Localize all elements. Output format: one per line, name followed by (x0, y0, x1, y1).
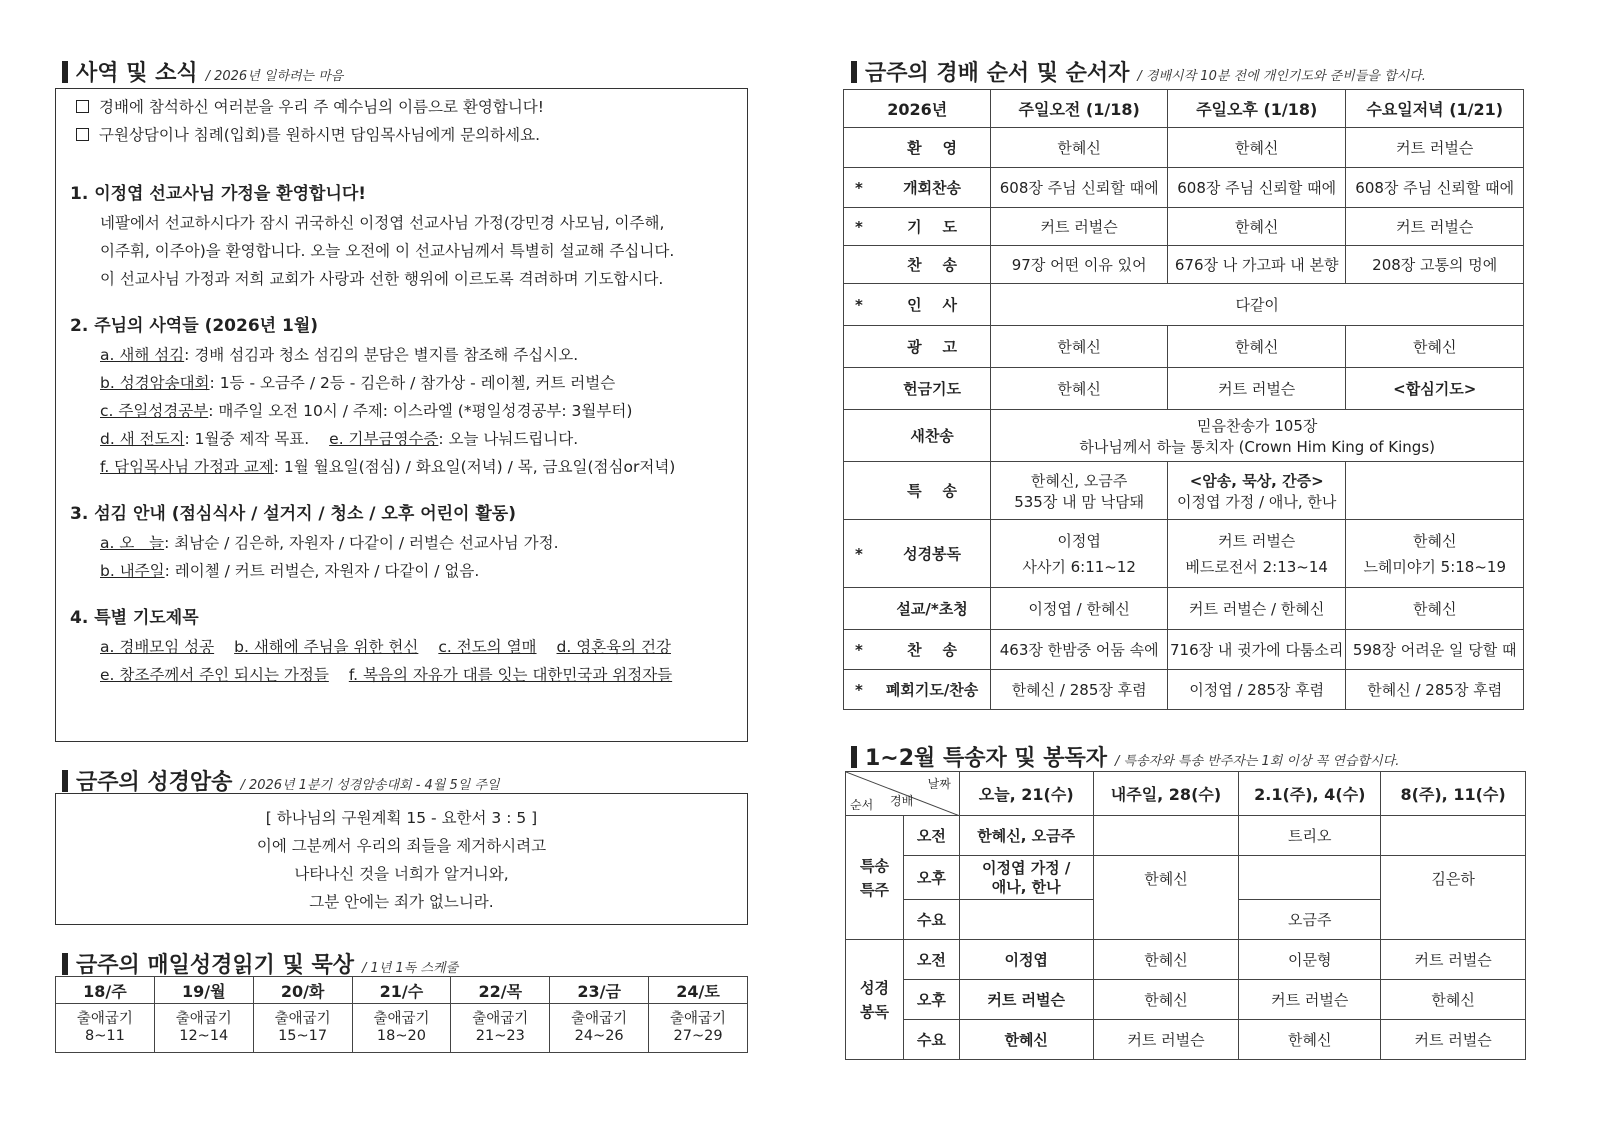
order-cell: 한혜신 (1167, 208, 1346, 246)
counsel-text: 구원상담이나 침례(입회)를 원하시면 담임목사님에게 문의하세요. (99, 126, 541, 144)
item2-e-text: : 오늘 나눠드립니다. (438, 430, 579, 448)
title-bar (62, 770, 68, 792)
sched-cell: 이정엽 가정 / 애나, 한나 (959, 856, 1093, 900)
order-item: 헌금기도 (874, 368, 991, 410)
day-header: 22/목 (451, 977, 550, 1004)
memory-verse-box (55, 793, 748, 925)
news-title: 사역 및 소식 (76, 61, 198, 86)
sched-cell: 오금주 (1239, 900, 1381, 940)
item2-b-text: : 1등 - 오금주 / 2등 - 김은하 / 참가상 - 레이첼, 커트 러벌슨 (209, 374, 616, 392)
corner-worship-label: 경배 (890, 794, 914, 808)
sched-cell: 한혜신 (959, 1020, 1093, 1060)
star-mark: * (844, 520, 874, 588)
sched-cell: 한혜신 (1093, 980, 1239, 1020)
group-bible-reading: 성경 봉독 (846, 940, 904, 1060)
verse-line: 그분 안에는 죄가 없느니라. (309, 893, 494, 911)
order-cell: 이정엽 사사기 6:11~12 (991, 520, 1168, 588)
corner-date-label: 날짜 (927, 777, 951, 791)
order-cell: 다같이 (991, 284, 1524, 326)
prayer-topic: a. 경배모임 성공 (100, 638, 215, 656)
time-label: 오후 (903, 980, 959, 1020)
item2-c-label: c. 주일성경공부 (100, 402, 209, 420)
prayer-topic: e. 창조주께서 주인 되시는 가정들 (100, 666, 329, 684)
sched-cell (959, 900, 1093, 940)
daily-section-title (62, 948, 458, 979)
order-cell: 믿음찬송가 105장 하나님께서 하늘 통치자 (Crown Him King of Kings) (991, 410, 1524, 462)
sched-cell: 커트 러벌슨 (1093, 1020, 1239, 1060)
memory-title: 금주의 성경암송 (76, 770, 233, 795)
sched-header: 내주일, 28(수) (1093, 772, 1239, 816)
day-header: 21/수 (352, 977, 451, 1004)
order-cell: 97장 어떤 이유 있어 (991, 246, 1168, 284)
order-header: 주일오후 (1/18) (1167, 90, 1346, 128)
item3-a-text: : 최남순 / 김은하, 자원자 / 다같이 / 러벌슨 선교사님 가정. (164, 534, 559, 552)
order-cell: 한혜신 (1346, 326, 1524, 368)
daily-title: 금주의 매일성경읽기 및 묵상 (76, 953, 355, 978)
table-corner (846, 772, 960, 816)
order-cell: 한혜신 / 285장 후렴 (1346, 670, 1524, 710)
day-header: 20/화 (253, 977, 352, 1004)
checkbox-icon (76, 100, 89, 113)
item3-b-label: b. 내주일 (100, 562, 165, 580)
item1-line: 네팔에서 선교하시다가 잠시 귀국하신 이정엽 선교사님 가정(강민경 사모님, 이주해, (100, 214, 665, 232)
memory-section-title (62, 765, 500, 796)
reading-cell: 출애굽기 12~14 (154, 1004, 253, 1053)
item2-a-text: : 경배 섬김과 청소 섬김의 분담은 별지를 참조해 주십시오. (184, 346, 579, 364)
group-special-song: 특송 특주 (846, 816, 904, 940)
sched-note: / 특송자와 특송 반주자는 1회 이상 꼭 연습합시다. (1115, 754, 1400, 769)
reading-cell: 출애굽기 15~17 (253, 1004, 352, 1053)
order-cell: 한혜신 느헤미야기 5:18~19 (1346, 520, 1524, 588)
order-item: 성경봉독 (874, 520, 991, 588)
item2-e-label: e. 기부금영수증 (329, 430, 439, 448)
order-item: 특 송 (874, 462, 991, 520)
star-mark: * (844, 208, 874, 246)
sched-header: 2.1(주), 4(수) (1239, 772, 1381, 816)
sched-header: 8(주), 11(수) (1381, 772, 1526, 816)
memory-note: / 2026년 1분기 성경암송대회 - 4월 5일 주일 (240, 778, 500, 793)
worship-order-table (843, 89, 1524, 710)
verse-reference: [ 하나님의 구원계획 15 - 요한서 3 : 5 ] (265, 809, 538, 827)
time-label: 수요 (903, 900, 959, 940)
order-cell: 한혜신, 오금주 535장 내 맘 낙담돼 (991, 462, 1168, 520)
welcome-text: 경배에 참석하신 여러분을 우리 주 예수님의 이름으로 환영합니다! (99, 98, 544, 116)
prayer-topic: b. 새해에 주님을 위한 헌신 (234, 638, 419, 656)
order-cell: <합심기도> (1346, 368, 1524, 410)
order-cell: 한혜신 / 285장 후렴 (991, 670, 1168, 710)
order-header: 2026년 (844, 90, 991, 128)
order-cell: 한혜신 (991, 326, 1168, 368)
order-cell: 커트 러벌슨 (991, 208, 1168, 246)
day-header: 18/주 (56, 977, 155, 1004)
order-item: 새찬송 (874, 410, 991, 462)
reading-cell: 출애굽기 24~26 (550, 1004, 649, 1053)
title-bar (851, 746, 857, 768)
reading-cell: 출애굽기 27~29 (649, 1004, 748, 1053)
item2-b-label: b. 성경암송대회 (100, 374, 210, 392)
order-item: 환 영 (874, 128, 991, 168)
star-mark: * (844, 168, 874, 208)
order-cell: 608장 주님 신뢰할 때에 (991, 168, 1168, 208)
title-bar (62, 61, 68, 83)
sched-cell: 커트 러벌슨 (1381, 940, 1526, 980)
sched-section-title (851, 741, 1399, 772)
reading-cell: 출애굽기 8~11 (56, 1004, 155, 1053)
item2-c-text: : 매주일 오전 10시 / 주제: 이스라엘 (*평일성경공부: 3월부터) (208, 402, 633, 420)
time-label: 수요 (903, 1020, 959, 1060)
order-cell: 커트 러벌슨 (1346, 128, 1524, 168)
item2-d-text: : 1월중 제작 목표. (184, 430, 310, 448)
sched-cell: 김은하 (1381, 856, 1526, 940)
order-item: 개회찬송 (874, 168, 991, 208)
sched-cell: 한혜신 (1093, 856, 1239, 940)
order-item: 기 도 (874, 208, 991, 246)
order-cell: 커트 러벌슨 (1167, 368, 1346, 410)
order-cell: 한혜신 (1167, 128, 1346, 168)
order-cell: 676장 나 가고파 내 본향 (1167, 246, 1346, 284)
item3-b-text: : 레이첼 / 커트 러벌슨, 자원자 / 다같이 / 없음. (164, 562, 480, 580)
daily-note: / 1년 1독 스케줄 (362, 961, 459, 976)
news-box (55, 88, 748, 742)
corner-order-label: 순서 (850, 798, 874, 812)
star-mark: * (844, 670, 874, 710)
sched-cell: 한혜신 (1093, 940, 1239, 980)
daily-reading-table (55, 976, 748, 1053)
order-cell: <암송, 묵상, 간증> 이정엽 가정 / 애나, 한나 (1167, 462, 1346, 520)
title-bar (851, 61, 857, 83)
time-label: 오후 (903, 856, 959, 900)
prayer-topic: d. 영혼육의 건강 (556, 638, 671, 656)
order-cell: 커트 러벌슨 (1346, 208, 1524, 246)
item2-f-label: f. 담임목사님 가정과 교제 (100, 458, 274, 476)
time-label: 오전 (903, 816, 959, 856)
sched-header: 오늘, 21(수) (959, 772, 1093, 816)
order-header: 주일오전 (1/18) (991, 90, 1168, 128)
order-cell: 208장 고통의 멍에 (1346, 246, 1524, 284)
order-item: 폐회기도/찬송 (874, 670, 991, 710)
sched-cell (1093, 816, 1239, 856)
order-cell: 한혜신 (991, 128, 1168, 168)
sched-cell: 한혜신, 오금주 (959, 816, 1093, 856)
order-item: 광 고 (874, 326, 991, 368)
sched-cell: 트리오 (1239, 816, 1381, 856)
order-cell (1346, 462, 1524, 520)
item1-title: 1. 이정엽 선교사님 가정을 환영합니다! (70, 184, 367, 204)
order-cell: 463장 한밤중 어둠 속에 (991, 630, 1168, 670)
order-note: / 경배시작 10분 전에 개인기도와 준비들을 합시다. (1137, 69, 1426, 84)
checkbox-icon (76, 128, 89, 141)
order-cell: 이정엽 / 285장 후렴 (1167, 670, 1346, 710)
sched-cell: 한혜신 (1239, 1020, 1381, 1060)
news-section-title (62, 56, 343, 87)
item2-d-label: d. 새 전도지 (100, 430, 185, 448)
order-cell: 한혜신 (1346, 588, 1524, 630)
sched-cell: 이정엽 (959, 940, 1093, 980)
item3-a-label: a. 오 늘 (100, 534, 165, 552)
item1-line: 이주휘, 이주아)을 환영합니다. 오늘 오전에 이 선교사님께서 특별히 설교해 주십니다. (100, 242, 675, 260)
order-cell: 608장 주님 신뢰할 때에 (1167, 168, 1346, 208)
order-item: 설교/*초청 (874, 588, 991, 630)
sched-cell: 커트 러벌슨 (1239, 980, 1381, 1020)
order-cell: 이정엽 / 한혜신 (991, 588, 1168, 630)
order-title: 금주의 경배 순서 및 순서자 (865, 61, 1130, 86)
order-item: 인 사 (874, 284, 991, 326)
day-header: 19/월 (154, 977, 253, 1004)
sched-cell (1239, 856, 1381, 900)
sched-cell: 커트 러벌슨 (959, 980, 1093, 1020)
item2-title: 2. 주님의 사역들 (2026년 1월) (70, 316, 319, 336)
item2-a-label: a. 새해 섬김 (100, 346, 185, 364)
reading-cell: 출애굽기 21~23 (451, 1004, 550, 1053)
day-header: 24/토 (649, 977, 748, 1004)
order-item: 찬 송 (874, 246, 991, 284)
order-cell: 598장 어려운 일 당할 때 (1346, 630, 1524, 670)
order-cell: 한혜신 (1167, 326, 1346, 368)
order-cell: 716장 내 귓가에 다툼소리 (1167, 630, 1346, 670)
order-header: 수요일저녁 (1/21) (1346, 90, 1524, 128)
title-bar (62, 953, 68, 975)
prayer-topic: f. 복음의 자유가 대를 잇는 대한민국과 위정자들 (348, 666, 673, 684)
order-cell: 커트 러벌슨 / 한혜신 (1167, 588, 1346, 630)
sched-title: 1~2월 특송자 및 봉독자 (865, 746, 1108, 771)
sched-cell: 커트 러벌슨 (1381, 1020, 1526, 1060)
news-note: / 2026년 일하려는 마음 (205, 69, 344, 84)
sched-cell: 이문형 (1239, 940, 1381, 980)
order-item: 찬 송 (874, 630, 991, 670)
star-mark: * (844, 630, 874, 670)
star-mark: * (844, 284, 874, 326)
day-header: 23/금 (550, 977, 649, 1004)
reading-cell: 출애굽기 18~20 (352, 1004, 451, 1053)
verse-line: 나타나신 것을 너희가 알거니와, (294, 865, 509, 883)
special-song-schedule-table (845, 771, 1526, 1060)
sched-cell: 한혜신 (1381, 980, 1526, 1020)
prayer-topic: c. 전도의 열매 (438, 638, 537, 656)
item4-title: 4. 특별 기도제목 (70, 608, 199, 628)
verse-line: 이에 그분께서 우리의 죄들을 제거하시려고 (256, 837, 547, 855)
order-cell: 커트 러벌슨 베드로전서 2:13~14 (1167, 520, 1346, 588)
order-cell: 한혜신 (991, 368, 1168, 410)
item3-title: 3. 섬김 안내 (점심식사 / 설거지 / 청소 / 오후 어린이 활동) (70, 504, 516, 524)
sched-cell (1381, 816, 1526, 856)
time-label: 오전 (903, 940, 959, 980)
item2-f-text: : 1월 월요일(점심) / 화요일(저녁) / 목, 금요일(점심or저녁) (273, 458, 676, 476)
order-section-title (851, 56, 1426, 87)
order-cell: 608장 주님 신뢰할 때에 (1346, 168, 1524, 208)
item1-line: 이 선교사님 가정과 저희 교회가 사랑과 선한 행위에 이르도록 격려하며 기도합시다. (100, 270, 664, 288)
